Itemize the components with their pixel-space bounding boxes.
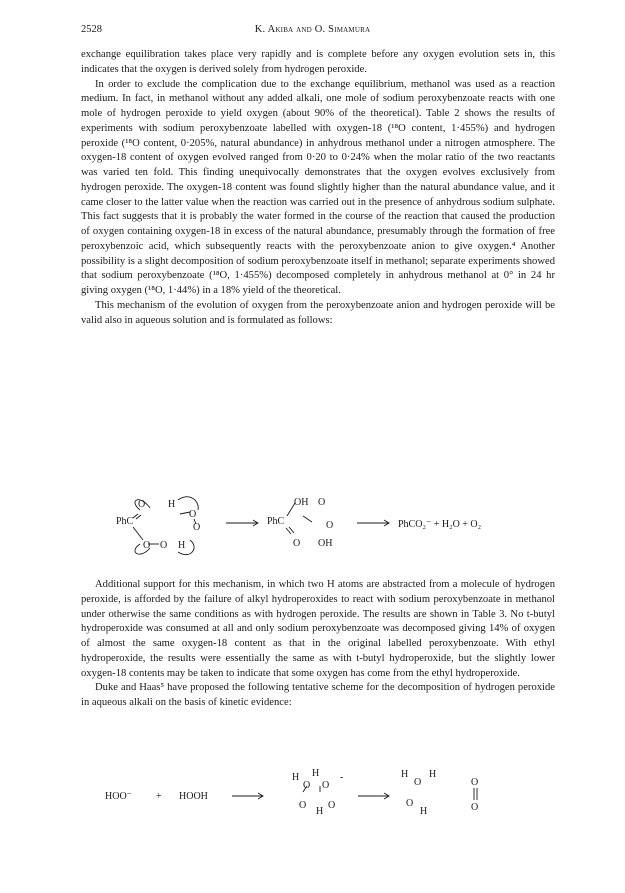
hydrogen-label: H	[178, 540, 186, 551]
body-text-bottom	[81, 578, 555, 711]
hydrogen-label: H	[316, 806, 324, 817]
hydrogen-label: H	[312, 768, 320, 779]
running-header	[0, 24, 625, 40]
oxygen-label: O	[414, 777, 422, 788]
oxygen-label: O	[322, 780, 330, 791]
paragraph: This mechanism of the evolution of oxygen from the peroxybenzoate anion and hydrogen peroxide will be valid also in aqueous solution and is formulated as follows:	[81, 299, 555, 326]
oxygen-label: O	[299, 800, 307, 811]
oxygen-label: O	[160, 540, 168, 551]
bond-lines	[133, 497, 389, 555]
paragraph: Duke and Haas⁵ have proposed the following tentative scheme for the decomposition of hydrogen peroxide in aqueous alkali on the basis of kinetic evidence:	[81, 682, 555, 708]
page-number: 2528	[81, 24, 102, 35]
hydroxyl-label: OH	[294, 497, 309, 508]
oxygen-label: O	[143, 540, 151, 551]
body-text-top	[81, 48, 555, 328]
hydrogen-label: H	[168, 499, 176, 510]
running-title: K. Akiba and O. Simamura	[254, 24, 371, 35]
product-label: PhCO₂⁻ + H₂O + O₂	[398, 519, 482, 530]
reactant-label: HOO⁻	[105, 791, 132, 802]
phc-label: PhC	[116, 516, 134, 527]
phc-label: PhC	[267, 516, 285, 527]
bond-lines	[232, 786, 477, 800]
plus-sign: +	[156, 791, 162, 802]
oxygen-label: O	[471, 777, 479, 788]
oxygen-label: O	[138, 499, 146, 510]
oxygen-label: O	[328, 800, 336, 811]
oxygen-label: O	[189, 509, 197, 520]
oxygen-label: O	[193, 522, 201, 533]
paragraph: exchange equilibration takes place very rapidly and is complete before any oxygen evolution sets in, this indicates that the oxygen is derived solely from hydrogen peroxide.	[81, 49, 555, 75]
paragraph: Additional support for this mechanism, in which two H atoms are abstracted from a molecule of hydrogen peroxide, is afforded by the failure of alkyl hydroperoxides to react with sodium peroxybenzoate in methanol under otherwise the same conditions as with hydrogen peroxide. The results are shown in Table 3. No t-butyl hydroperoxide was consumed at all and only sodium peroxybenzoate was decomposed giving 14% of oxygen of almost the same oxygen-18 content as that in the original labelled peroxybenzoate. With ethyl hydroperoxide, the results were essentially the same as with t-butyl hydroperoxide, but the slightly lower oxygen-18 contents may be taken to indicate that some oxygen has come from the ethyl hydroperoxide.	[81, 579, 555, 679]
hydrogen-label: H	[292, 772, 300, 783]
oxygen-label: O	[318, 497, 326, 508]
paragraph: In order to exclude the complication due to the exchange equilibrium, methanol was used as a reaction medium. In fact, in methanol without any added alkali, one mole of sodium peroxybenzoate reacts with one mole of hydrogen peroxide to yield oxygen (about 90% of the theoretical). Table 2 shows the results of experiments with sodium peroxybenzoate labelled with oxygen-18 (¹⁸O content, 1·455%) and hydrogen peroxide (¹⁸O content, 0·205%, natural abundance) in anhydrous methanol under a nitrogen atmosphere. The oxygen-18 content of oxygen evolved ranged from 0·20 to 0·24% when the molar ratio of the two reactants was varied ten fold. This finding unequivocally demonstrates that the oxygen evolves exclusively from hydrogen peroxide. The oxygen-18 content was found slightly higher than the natural abundance value, and it came closer to the latter value when the reaction was carried out in the presence of anhydrous sodium sulphate. This fact suggests that it is probably the water formed in the course of the reaction that caused the production of oxygen containing oxygen-18 in excess of the natural abundance, presumably through the formation of free peroxybenzoic acid, which subsequently reacts with the peroxybenzoate anion to give oxygen.⁴ Another possibility is a slight decomposition of sodium peroxybenzoate itself in methanol; separate experiments showed that sodium peroxybenzoate (¹⁸O, 1·455%) decomposed completely in anhydrous methanol at 0° in 24 hr giving oxygen (¹⁸O, 1·44%) in a 18% yield of the theoretical.	[81, 78, 555, 296]
hydrogen-label: H	[420, 806, 428, 817]
reactant-label: HOOH	[179, 791, 208, 802]
hydrogen-label: H	[429, 769, 437, 780]
oxygen-label: O	[326, 520, 334, 531]
hydroxide-label: OH	[318, 538, 333, 549]
oxygen-label: O	[303, 780, 311, 791]
charge-label: -	[340, 772, 344, 783]
hydrogen-label: H	[401, 769, 409, 780]
oxygen-label: O	[406, 798, 414, 809]
oxygen-label: O	[293, 538, 301, 549]
oxygen-label: O	[471, 802, 479, 813]
